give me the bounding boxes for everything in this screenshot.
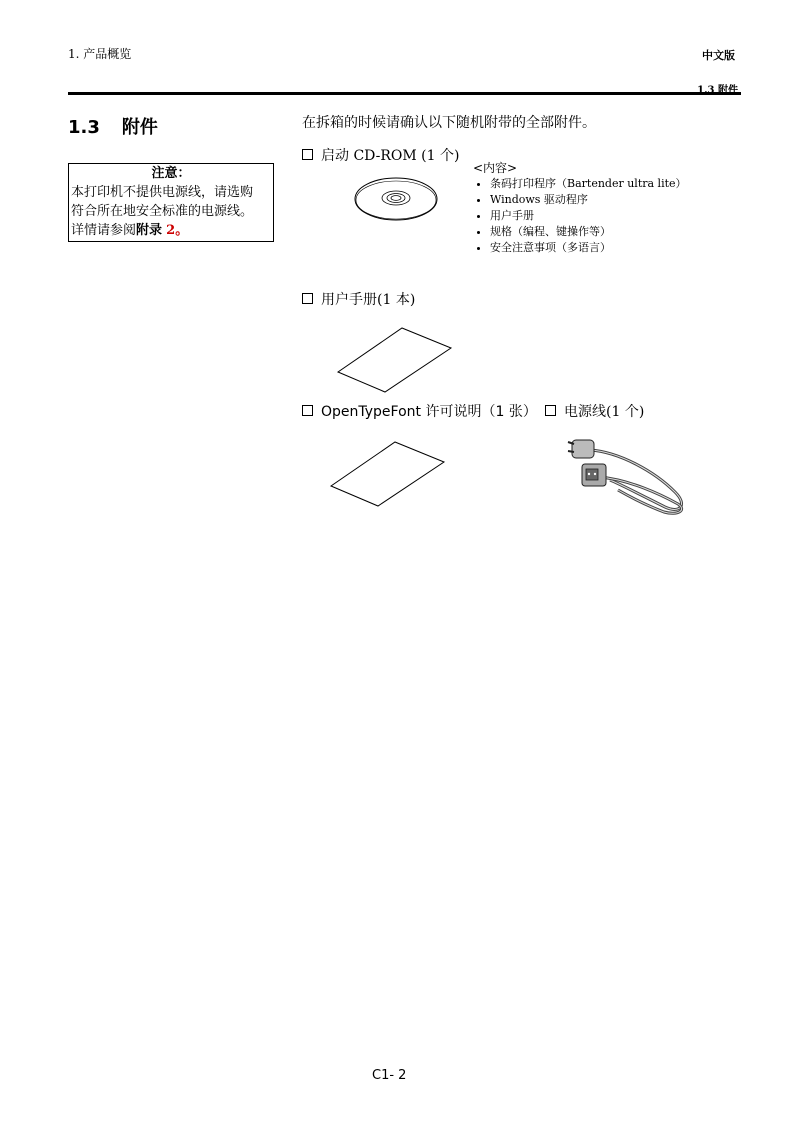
power-cord-icon bbox=[560, 432, 695, 517]
contents-list bbox=[473, 176, 687, 256]
section-number: 1.3 bbox=[68, 117, 100, 138]
checkbox-icon bbox=[302, 405, 313, 416]
header-section-ref: 1.3 附件 bbox=[697, 85, 738, 96]
header-rule bbox=[68, 92, 741, 95]
list-item: • Windows 驱动程序 bbox=[490, 192, 687, 208]
manual-sheet-icon bbox=[335, 326, 455, 396]
item-license bbox=[302, 401, 537, 421]
list-item: • 安全注意事项（多语言） bbox=[490, 240, 687, 256]
intro-text: 在拆箱的时候请确认以下随机附带的全部附件。 bbox=[302, 115, 596, 131]
section-title: 附件 bbox=[121, 117, 158, 138]
page-number: C1- 2 bbox=[372, 1068, 407, 1083]
notice-ref-end: 。 bbox=[175, 223, 189, 238]
item-license-label: OpenTypeFont 许可说明（1 张） bbox=[321, 404, 537, 420]
cdrom-contents bbox=[473, 160, 687, 256]
license-sheet-icon bbox=[328, 440, 448, 510]
cd-rom-icon bbox=[353, 176, 439, 222]
notice-ref-prefix: 详情请参阅 bbox=[71, 223, 137, 238]
notice-line: 符合所在地安全标准的电源线。 bbox=[71, 204, 254, 219]
notice-title: 注意： bbox=[151, 166, 191, 181]
header-edition: 中文版 bbox=[702, 49, 735, 62]
checkbox-icon bbox=[302, 149, 313, 160]
notice-line bbox=[71, 221, 271, 240]
checkbox-icon bbox=[545, 405, 556, 416]
item-power-cord-label: 电源线(1 个) bbox=[564, 404, 645, 420]
item-cdrom bbox=[302, 145, 459, 165]
notice-line: 本打印机不提供电源线，请选购 bbox=[71, 185, 254, 200]
header-chapter: 1. 产品概览 bbox=[68, 47, 132, 61]
checkbox-icon bbox=[302, 293, 313, 304]
section-heading bbox=[68, 113, 158, 139]
list-item: • 用户手册 bbox=[490, 208, 687, 224]
item-manual-label: 用户手册(1 本) bbox=[321, 292, 416, 308]
contents-heading: <内容> bbox=[473, 161, 518, 175]
item-cdrom-label: 启动 CD-ROM (1 个) bbox=[321, 148, 460, 164]
list-item: • 条码打印程序（Bartender ultra lite） bbox=[490, 176, 687, 192]
item-manual bbox=[302, 289, 415, 309]
notice-ref-number: 2 bbox=[166, 223, 176, 238]
notice-ref-appendix: 附录 bbox=[136, 223, 163, 238]
item-power-cord bbox=[545, 401, 644, 421]
list-item: • 规格（编程、键操作等） bbox=[490, 224, 687, 240]
notice-box bbox=[68, 163, 274, 242]
